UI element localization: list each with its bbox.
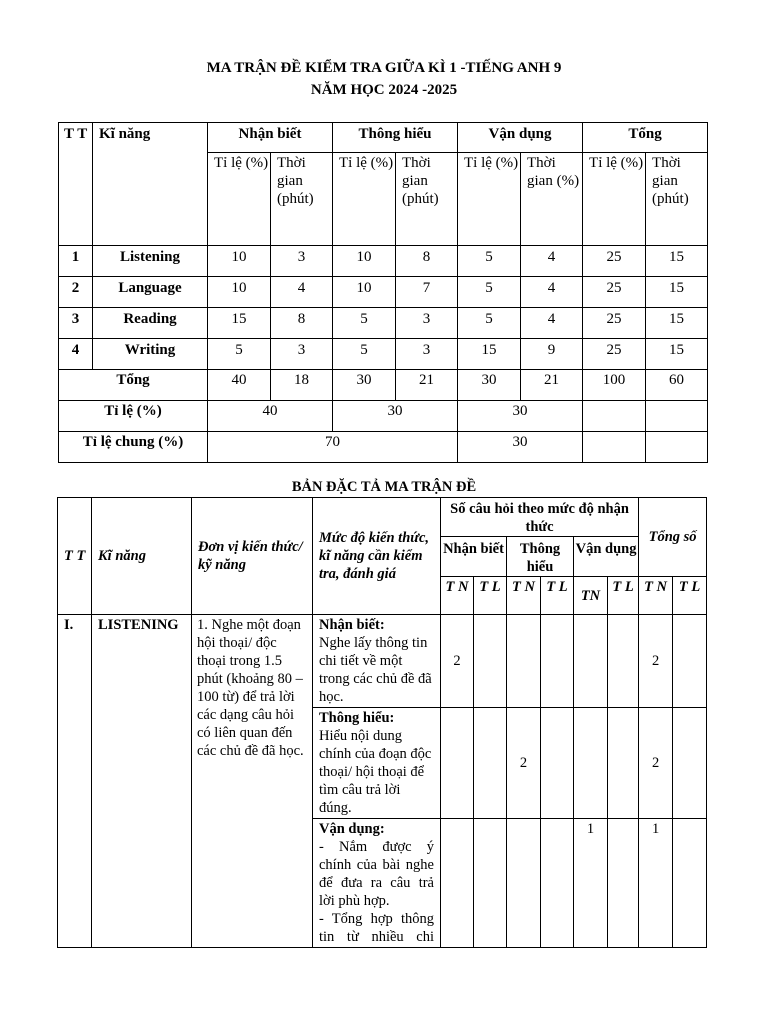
- level-cell: [313, 708, 441, 819]
- cell: 5: [458, 308, 521, 339]
- matrix-table: [58, 122, 708, 463]
- cell: 3: [396, 339, 458, 370]
- level-text: Hiểu nội dung chính của đoạn độc thoại/ hội thoại để tìm câu trả lời đúng.: [319, 728, 432, 816]
- subheader-ratio: Tỉ lệ (%): [458, 153, 521, 246]
- count-cell: [574, 708, 608, 819]
- count-cell: [441, 708, 474, 819]
- cell: 3: [396, 308, 458, 339]
- spec-header-count: Số câu hỏi theo mức độ nhận thức: [441, 498, 639, 537]
- spec-table: [57, 497, 707, 948]
- cell: 3: [271, 246, 333, 277]
- ratio-row: [59, 401, 708, 432]
- cell: 15: [208, 308, 271, 339]
- cell: 4: [521, 308, 583, 339]
- level-text: Nghe lấy thông tin chi tiết về một trong các chủ đề đã học.: [319, 635, 432, 705]
- header-tt: T T: [59, 123, 93, 246]
- cell: 25: [583, 246, 646, 277]
- cell: 21: [521, 370, 583, 401]
- spec-header-total: Tổng số: [639, 498, 707, 577]
- cell: 30: [458, 432, 583, 463]
- table-row: [59, 339, 708, 370]
- cell: 25: [583, 339, 646, 370]
- spec-header-van-dung: Vận dụng: [574, 537, 639, 577]
- section-unit: 1. Nghe một đoạn hội thoại/ độc thoại trong 1.5 phút (khoảng 80 – 100 từ) để trả lời các dạng câu hỏi có liên quan đến các chủ đề đã học.: [192, 615, 313, 948]
- row-tt: 2: [59, 277, 93, 308]
- cell: 10: [333, 246, 396, 277]
- cell: 7: [396, 277, 458, 308]
- spec-header-level: Mức độ kiến thức, kĩ năng cần kiểm tra, đánh giá: [313, 498, 441, 615]
- spec-subheader: T L: [541, 577, 574, 615]
- spec-header-skill: Kĩ năng: [92, 498, 192, 615]
- row-skill: Listening: [93, 246, 208, 277]
- subheader-ratio: Tỉ lệ (%): [208, 153, 271, 246]
- count-cell: 2: [639, 708, 673, 819]
- cell: 15: [646, 339, 708, 370]
- cell: 100: [583, 370, 646, 401]
- level-title: Vận dụng:: [319, 821, 385, 837]
- level-title: Thông hiểu:: [319, 710, 395, 726]
- overall-row: [59, 432, 708, 463]
- spec-header-nhan-biet: Nhận biết: [441, 537, 507, 577]
- spec-subheader: T L: [673, 577, 707, 615]
- cell: 9: [521, 339, 583, 370]
- spec-header-thong-hieu: Thông hiểu: [507, 537, 574, 577]
- table-row: [59, 246, 708, 277]
- level-text: - Tổng hợp thông tin từ nhiều chi: [319, 911, 434, 945]
- cell: 8: [396, 246, 458, 277]
- spec-subheader: T N: [639, 577, 673, 615]
- cell: 30: [333, 370, 396, 401]
- subheader-ratio: Tỉ lệ (%): [583, 153, 646, 246]
- count-cell: 2: [441, 615, 474, 708]
- header-van-dung: Vận dụng: [458, 123, 583, 153]
- total-row: [59, 370, 708, 401]
- cell: 5: [458, 277, 521, 308]
- cell: 30: [458, 370, 521, 401]
- total-label: Tổng: [59, 370, 208, 401]
- cell: 5: [333, 308, 396, 339]
- spec-subheader: T L: [608, 577, 639, 615]
- overall-label: Tỉ lệ chung (%): [59, 432, 208, 463]
- subheader-time: Thời gian (phút): [271, 153, 333, 246]
- count-cell: 1: [639, 819, 673, 948]
- header-thong-hieu: Thông hiểu: [333, 123, 458, 153]
- cell: 4: [521, 277, 583, 308]
- row-skill: Reading: [93, 308, 208, 339]
- count-cell: [507, 819, 541, 948]
- cell: 30: [458, 401, 583, 432]
- header-skill: Kĩ năng: [93, 123, 208, 246]
- cell: 21: [396, 370, 458, 401]
- document-title-line2: NĂM HỌC 2024 -2025: [310, 82, 458, 98]
- cell: 15: [646, 246, 708, 277]
- cell: 60: [646, 370, 708, 401]
- spec-subheader: TN: [574, 577, 608, 615]
- cell: 25: [583, 277, 646, 308]
- count-cell: [507, 615, 541, 708]
- row-tt: 3: [59, 308, 93, 339]
- table-row: [59, 308, 708, 339]
- cell: 18: [271, 370, 333, 401]
- spec-header-tt: T T: [58, 498, 92, 615]
- cell: 15: [646, 308, 708, 339]
- cell: 15: [458, 339, 521, 370]
- subheader-time: Thời gian (phút): [646, 153, 708, 246]
- level-cell: [313, 615, 441, 708]
- cell: 5: [458, 246, 521, 277]
- count-cell: [441, 819, 474, 948]
- cell: 70: [208, 432, 458, 463]
- cell: 40: [208, 370, 271, 401]
- count-cell: 1: [574, 819, 608, 948]
- table-row: [58, 615, 707, 708]
- count-cell: 2: [639, 615, 673, 708]
- cell: 10: [208, 277, 271, 308]
- cell: 3: [271, 339, 333, 370]
- spec-subheader: T N: [507, 577, 541, 615]
- cell: 4: [271, 277, 333, 308]
- cell: 10: [333, 277, 396, 308]
- row-tt: 4: [59, 339, 93, 370]
- cell: 30: [333, 401, 458, 432]
- cell: 10: [208, 246, 271, 277]
- cell: 4: [521, 246, 583, 277]
- level-text: - Nắm được ý chính của bài nghe để đưa ra câu trả lời phù hợp.: [319, 839, 434, 909]
- spec-subheader: T N: [441, 577, 474, 615]
- cell: 5: [208, 339, 271, 370]
- spec-title: BẢN ĐẶC TẢ MA TRẬN ĐỀ: [291, 479, 477, 495]
- section-tt: I.: [58, 615, 92, 948]
- count-cell: 2: [507, 708, 541, 819]
- ratio-label: Tỉ lệ (%): [59, 401, 208, 432]
- subheader-time: Thời gian (phút): [396, 153, 458, 246]
- document-title-line1: MA TRẬN ĐỀ KIỂM TRA GIỮA KÌ 1 -TIẾNG ANH 9: [206, 60, 562, 76]
- header-tong: Tổng: [583, 123, 708, 153]
- row-tt: 1: [59, 246, 93, 277]
- cell: 25: [583, 308, 646, 339]
- row-skill: Writing: [93, 339, 208, 370]
- level-cell: [313, 819, 441, 948]
- level-title: Nhận biết:: [319, 617, 385, 633]
- subheader-time: Thời gian (%): [521, 153, 583, 246]
- spec-subheader: T L: [474, 577, 507, 615]
- cell: 40: [208, 401, 333, 432]
- cell: 15: [646, 277, 708, 308]
- table-row: [59, 277, 708, 308]
- header-nhan-biet: Nhận biết: [208, 123, 333, 153]
- row-skill: Language: [93, 277, 208, 308]
- subheader-ratio: Tỉ lệ (%): [333, 153, 396, 246]
- count-cell: [574, 615, 608, 708]
- cell: 8: [271, 308, 333, 339]
- section-skill: LISTENING: [92, 615, 192, 948]
- spec-header-unit: Đơn vị kiến thức/ kỹ năng: [192, 498, 313, 615]
- cell: 5: [333, 339, 396, 370]
